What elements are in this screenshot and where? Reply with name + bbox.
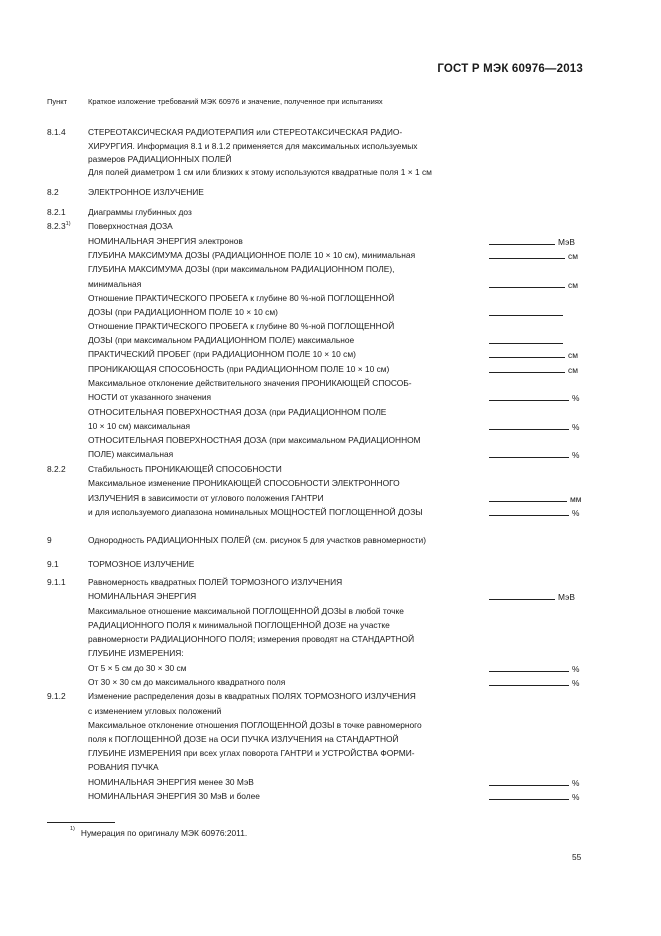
- unit-label: МэВ: [558, 592, 575, 602]
- fill-in-line: [489, 677, 569, 686]
- unit-label: МэВ: [558, 237, 575, 247]
- requirement-text: ОТНОСИТЕЛЬНАЯ ПОВЕРХНОСТНАЯ ДОЗА (при максимальном РАДИАЦИОННОМ: [88, 435, 421, 445]
- unit-label: %: [572, 792, 580, 802]
- requirement-text: ДОЗЫ (при РАДИАЦИОННОМ ПОЛЕ 10 × 10 см): [88, 307, 278, 317]
- fill-in-line: [489, 236, 555, 245]
- requirement-text: с изменением угловых положений: [88, 706, 222, 716]
- requirement-text: ПРОНИКАЮЩАЯ СПОСОБНОСТЬ (при РАДИАЦИОННОМ ПОЛЕ 10 × 10 см): [88, 364, 390, 374]
- requirement-text: РАДИАЦИОННОГО ПОЛЯ к минимальной ПОГЛОЩЕННОЙ ДОЗЕ на участке: [88, 620, 390, 630]
- clause-number-text: 8.2: [47, 187, 59, 197]
- clause-number-text: 8.2.1: [47, 207, 66, 217]
- unit-label: см: [568, 251, 578, 261]
- unit-label: %: [572, 450, 580, 460]
- unit-label: %: [572, 778, 580, 788]
- clause-number-text: 8.2.2: [47, 464, 66, 474]
- requirement-text: НОСТИ от указанного значения: [88, 392, 212, 402]
- requirement-text: ТОРМОЗНОЕ ИЗЛУЧЕНИЕ: [88, 559, 195, 569]
- footnote-separator: [47, 822, 115, 823]
- column-headings: [47, 97, 383, 106]
- requirement-text: поля к ПОГЛОЩЕННОЙ ДОЗЕ на ОСИ ПУЧКА ИЗЛУЧЕНИЯ на СТАНДАРТНОЙ: [88, 734, 399, 744]
- unit-label: %: [572, 393, 580, 403]
- fill-in-line: [489, 279, 565, 288]
- unit-label: см: [568, 280, 578, 290]
- clause-number: [47, 221, 71, 231]
- requirement-text: ЭЛЕКТРОННОЕ ИЗЛУЧЕНИЕ: [88, 187, 204, 197]
- requirement-text: Стабильность ПРОНИКАЮЩЕЙ СПОСОБНОСТИ: [88, 464, 282, 474]
- requirement-text: Отношение ПРАКТИЧЕСКОГО ПРОБЕГА к глубине 80 %-ной ПОГЛОЩЕННОЙ: [88, 293, 395, 303]
- requirement-text: Однородность РАДИАЦИОННЫХ ПОЛЕЙ (см. рисунок 5 для участков равномерности): [88, 535, 427, 545]
- requirement-text: Максимальное изменение ПРОНИКАЮЩЕЙ СПОСОБНОСТИ ЭЛЕКТРОННОГО: [88, 478, 400, 488]
- fill-in-line: [489, 507, 569, 516]
- value-blank: [489, 663, 579, 674]
- value-blank: [489, 392, 579, 403]
- unit-label: %: [572, 664, 580, 674]
- requirement-text: НОМИНАЛЬНАЯ ЭНЕРГИЯ 30 МэВ и более: [88, 791, 260, 801]
- value-blank: [489, 493, 582, 504]
- value-blank: [489, 421, 579, 432]
- fill-in-line: [489, 449, 569, 458]
- requirement-text: ГЛУБИНЕ ИЗМЕРЕНИЯ при всех углах поворота ГАНТРИ и УСТРОЙСТВА ФОРМИ-: [88, 748, 415, 758]
- clause-number: [47, 464, 66, 474]
- fill-in-line: [489, 335, 563, 344]
- document-header: ГОСТ Р МЭК 60976—2013: [437, 63, 583, 75]
- clause-number: [47, 187, 59, 197]
- value-blank: [489, 791, 579, 802]
- clause-number: [47, 207, 66, 217]
- requirement-text: 10 × 10 см) максимальная: [88, 421, 191, 431]
- requirement-text: и для используемого диапазона номинальных МОЩНОСТЕЙ ПОГЛОЩЕННОЙ ДОЗЫ: [88, 507, 423, 517]
- requirement-text: НОМИНАЛЬНАЯ ЭНЕРГИЯ менее 30 МэВ: [88, 777, 254, 787]
- value-blank: [489, 349, 578, 360]
- value-blank: [489, 777, 579, 788]
- requirement-text: РОВАНИЯ ПУЧКА: [88, 762, 159, 772]
- fill-in-line: [489, 493, 567, 502]
- unit-label: см: [568, 350, 578, 360]
- clause-number-text: 9: [47, 535, 52, 545]
- requirement-text: ГЛУБИНА МАКСИМУМА ДОЗЫ (при максимальном РАДИАЦИОННОМ ПОЛЕ),: [88, 264, 395, 274]
- requirement-text: НОМИНАЛЬНАЯ ЭНЕРГИЯ: [88, 591, 197, 601]
- requirement-text: НОМИНАЛЬНАЯ ЭНЕРГИЯ электронов: [88, 236, 243, 246]
- requirement-text: Для полей диаметром 1 см или близких к этому используются квадратные поля 1 × 1 см: [88, 167, 432, 177]
- value-blank: [489, 677, 579, 688]
- clause-number-text: 9.1.2: [47, 691, 66, 701]
- column-heading-clause: Пункт: [47, 97, 68, 106]
- fill-in-line: [489, 392, 569, 401]
- footnote: [70, 828, 247, 838]
- requirement-text: Максимальное отклонение отношения ПОГЛОЩЕННОЙ ДОЗЫ в точке равномерного: [88, 720, 422, 730]
- requirement-text: ХИРУРГИЯ. Информация 8.1 и 8.1.2 применяется для максимальных используемых: [88, 141, 418, 151]
- unit-label: мм: [570, 494, 582, 504]
- requirement-text: Отношение ПРАКТИЧЕСКОГО ПРОБЕГА к глубине 80 %-ной ПОГЛОЩЕННОЙ: [88, 321, 395, 331]
- requirement-text: От 5 × 5 см до 30 × 30 см: [88, 663, 187, 673]
- footnote-reference: 1): [65, 221, 71, 227]
- fill-in-line: [489, 364, 565, 373]
- requirement-text: Поверхностная ДОЗА: [88, 221, 173, 231]
- requirement-text: ГЛУБИНЕ ИЗМЕРЕНИЯ:: [88, 648, 184, 658]
- fill-in-line: [489, 307, 563, 316]
- requirement-text: Максимальное отклонение действительного значения ПРОНИКАЮЩЕЙ СПОСОБ-: [88, 378, 412, 388]
- requirement-text: Максимальное отношение максимальной ПОГЛОЩЕННОЙ ДОЗЫ в любой точке: [88, 606, 404, 616]
- requirement-text: ИЗЛУЧЕНИЯ в зависимости от углового положения ГАНТРИ: [88, 493, 324, 503]
- fill-in-line: [489, 591, 555, 600]
- fill-in-line: [489, 777, 569, 786]
- requirement-text: размеров РАДИАЦИОННЫХ ПОЛЕЙ: [88, 154, 232, 164]
- value-blank: [489, 449, 579, 460]
- clause-number-text: 9.1.1: [47, 577, 66, 587]
- clause-number-text: 9.1: [47, 559, 59, 569]
- value-blank: [489, 236, 575, 247]
- clause-number: [47, 577, 66, 587]
- unit-label: %: [572, 508, 580, 518]
- requirement-text: минимальная: [88, 279, 142, 289]
- requirement-text: От 30 × 30 см до максимального квадратного поля: [88, 677, 286, 687]
- value-blank: [489, 507, 579, 518]
- requirement-text: ПРАКТИЧЕСКИЙ ПРОБЕГ (при РАДИАЦИОННОМ ПОЛЕ 10 × 10 см): [88, 349, 356, 359]
- requirement-text: ПОЛЕ) максимальная: [88, 449, 174, 459]
- clause-number-text: 8.2.3: [47, 221, 66, 231]
- clause-number-text: 8.1.4: [47, 127, 66, 137]
- requirement-text: Равномерность квадратных ПОЛЕЙ ТОРМОЗНОГО ИЗЛУЧЕНИЯ: [88, 577, 343, 587]
- footnote-mark: 1): [70, 826, 75, 832]
- fill-in-line: [489, 250, 565, 259]
- value-blank: [489, 364, 578, 375]
- unit-label: %: [572, 678, 580, 688]
- requirement-text: равномерности РАДИАЦИОННОГО ПОЛЯ; измерения проводят на СТАНДАРТНОЙ: [88, 634, 415, 644]
- clause-number: [47, 559, 59, 569]
- fill-in-line: [489, 663, 569, 672]
- fill-in-line: [489, 421, 569, 430]
- requirement-text: Изменение распределения дозы в квадратных ПОЛЯХ ТОРМОЗНОГО ИЗЛУЧЕНИЯ: [88, 691, 416, 701]
- fill-in-line: [489, 791, 569, 800]
- requirement-text: ДОЗЫ (при максимальном РАДИАЦИОННОМ ПОЛЕ) максимальное: [88, 335, 355, 345]
- value-blank: [489, 307, 563, 318]
- value-blank: [489, 591, 575, 602]
- fill-in-line: [489, 349, 565, 358]
- unit-label: см: [568, 365, 578, 375]
- page-number: 55: [572, 852, 582, 862]
- requirement-text: ГЛУБИНА МАКСИМУМА ДОЗЫ (РАДИАЦИОННОЕ ПОЛЕ 10 × 10 см), минимальная: [88, 250, 416, 260]
- clause-number: [47, 127, 66, 137]
- requirement-text: Диаграммы глубинных доз: [88, 207, 192, 217]
- unit-label: %: [572, 422, 580, 432]
- footnote-text: Нумерация по оригиналу МЭК 60976:2011.: [80, 828, 248, 838]
- clause-number: [47, 691, 66, 701]
- clause-number: [47, 535, 52, 545]
- column-heading-summary: Краткое изложение требований МЭК 60976 и значение, полученное при испытаниях: [88, 97, 383, 106]
- requirement-text: СТЕРЕОТАКСИЧЕСКАЯ РАДИОТЕРАПИЯ или СТЕРЕОТАКСИЧЕСКАЯ РАДИО-: [88, 127, 403, 137]
- value-blank: [489, 335, 563, 346]
- value-blank: [489, 250, 578, 261]
- value-blank: [489, 279, 578, 290]
- requirement-text: ОТНОСИТЕЛЬНАЯ ПОВЕРХНОСТНАЯ ДОЗА (при РАДИАЦИОННОМ ПОЛЕ: [88, 407, 387, 417]
